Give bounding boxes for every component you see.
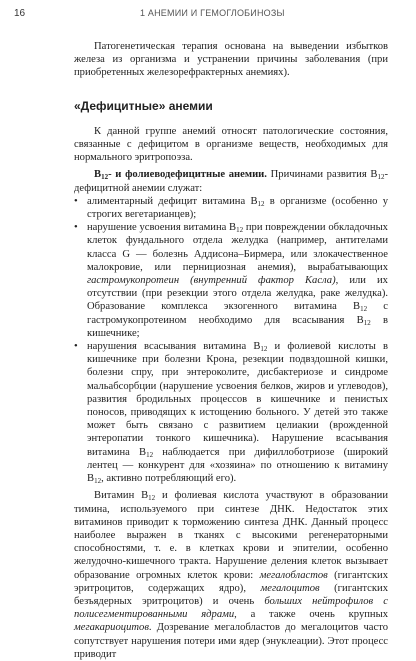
subsection-paragraph: $B_{12}-$ и фолиеводефицитные анемии. Причинами развития $B_{12}$-дефицитной анемии служат: [74, 169, 388, 194]
list-item: • нарушения всасывания витамина $B_{12}$ и фолиевой кислоты в кишечнике при болезни Крона, резекции подвздошной кишки, болезни спру, при энтероколите, дисбактериозе и синдроме мальабсорбции (нарушение усвоения белков, жиров и углеводов), развития бродильных процессов в кишечнике и пенистых поносов, приводящих к истощению больного. У детей это также может быть связано с развитием целиакии (врожденной энтеропатии тонкого кишечника). Нарушение всасывания витамина $B_{12}$ наблюдается при дифиллоботриозе (широкий лентец — конкурент для «хозяина» по отношению к витамину $B_{12}$, активно потребляющий его). [74, 340, 388, 485]
emphasis: мегакариоцитов [74, 622, 149, 634]
emphasis: гастромукопротеин (внутренний фактор Касла) [87, 275, 336, 287]
list-item: • алиментарный дефицит витамина $B_{12}$ в организме (особенно у строгих вегетарианцев); [74, 195, 388, 221]
causes-list [74, 195, 388, 485]
closing-paragraph: Витамин $B_{12}$ и фолиевая кислота участвуют в образовании тимина, используемого при синтезе ДНК. Недостаток этих витаминов приводит к торможению синтеза ДНК. Данный процесс наиболее выражен в тканях с высокими регенераторными способностями, т. е. в клетках крови и эпителии, особенно желудочно-кишечного тракта. Нарушение деления клеток вызывает образование огромных клеток крови: мегалобластов (гигантских эритроцитов, содержащих ядро), мегалоцитов (гигантских безъядерных эритроцитов) и очень больших нейтрофилов с полисегментированными ядрами, а также очень крупных мегакариоцитов. Дозревание мегалобластов до мегалоцитов часто сопутствует нарушения потери ими ядер (энуклеации). Этот процесс приводит [74, 490, 389, 660]
page-body [74, 40, 388, 661]
subsection-title: $B_{12}-$ и фолиеводефицитные анемии. [94, 169, 267, 182]
running-head: 1 АНЕМИИ И ГЕМОГЛОБИНОЗЫ [140, 8, 285, 18]
emphasis: мегалобластов [259, 569, 328, 581]
section-intro-paragraph: К данной группе анемий относят патологические состояния, связанные с дефицитом в организме веществ, необходимых для нормального эритропоэза. [74, 125, 388, 164]
page-number: 16 [14, 8, 26, 19]
emphasis: мегалоцитов [260, 582, 320, 594]
list-item: • нарушение усвоения витамина $B_{12}$ при повреждении обкладочных клеток фундального отдела желудка (например, антителами класса G — болезнь Аддисона–Бирмера, или злокачественное малокровие, или пернициозная анемия), вырабатывающих гастромукопротеин (внутренний фактор Касла), или их отсутствии (при резекции этого отдела желудка, раке желудка). Образование комплекса экзогенного витамина $B_{12}$ с гастромукопротеином необходимо для всасывания $B_{12}$ в кишечнике; [74, 221, 388, 340]
emphasis: больших нейтрофилов с полисегментированными ядрами [74, 595, 389, 621]
intro-paragraph: Патогенетическая терапия основана на выведении избытков железа из организма и устранении причины заболевания (при приобретенных железорефрактерных анемиях). [74, 41, 388, 79]
section-heading: «Дефицитные» анемии [74, 98, 213, 113]
